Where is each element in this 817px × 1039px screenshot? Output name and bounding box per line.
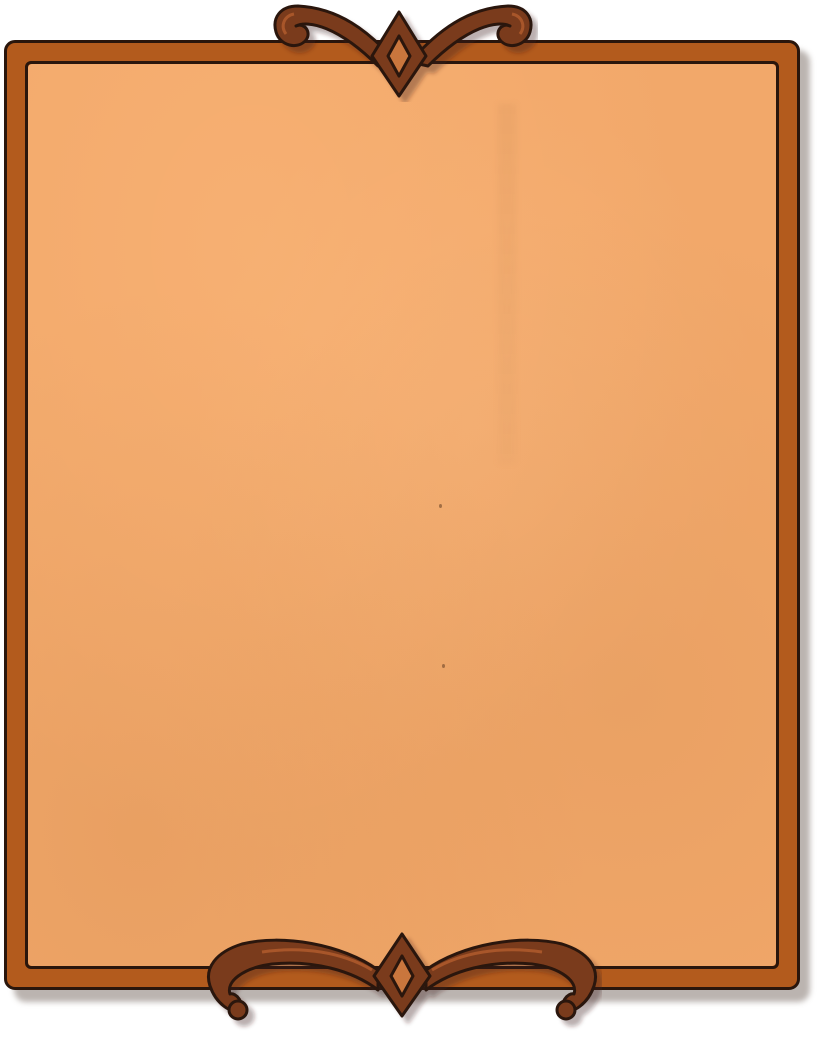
scroll-ornament-bottom-icon xyxy=(202,930,602,1038)
wooden-frame xyxy=(4,40,800,990)
scroll-ornament-top-icon xyxy=(268,0,538,102)
frame-inner-border xyxy=(25,61,779,969)
